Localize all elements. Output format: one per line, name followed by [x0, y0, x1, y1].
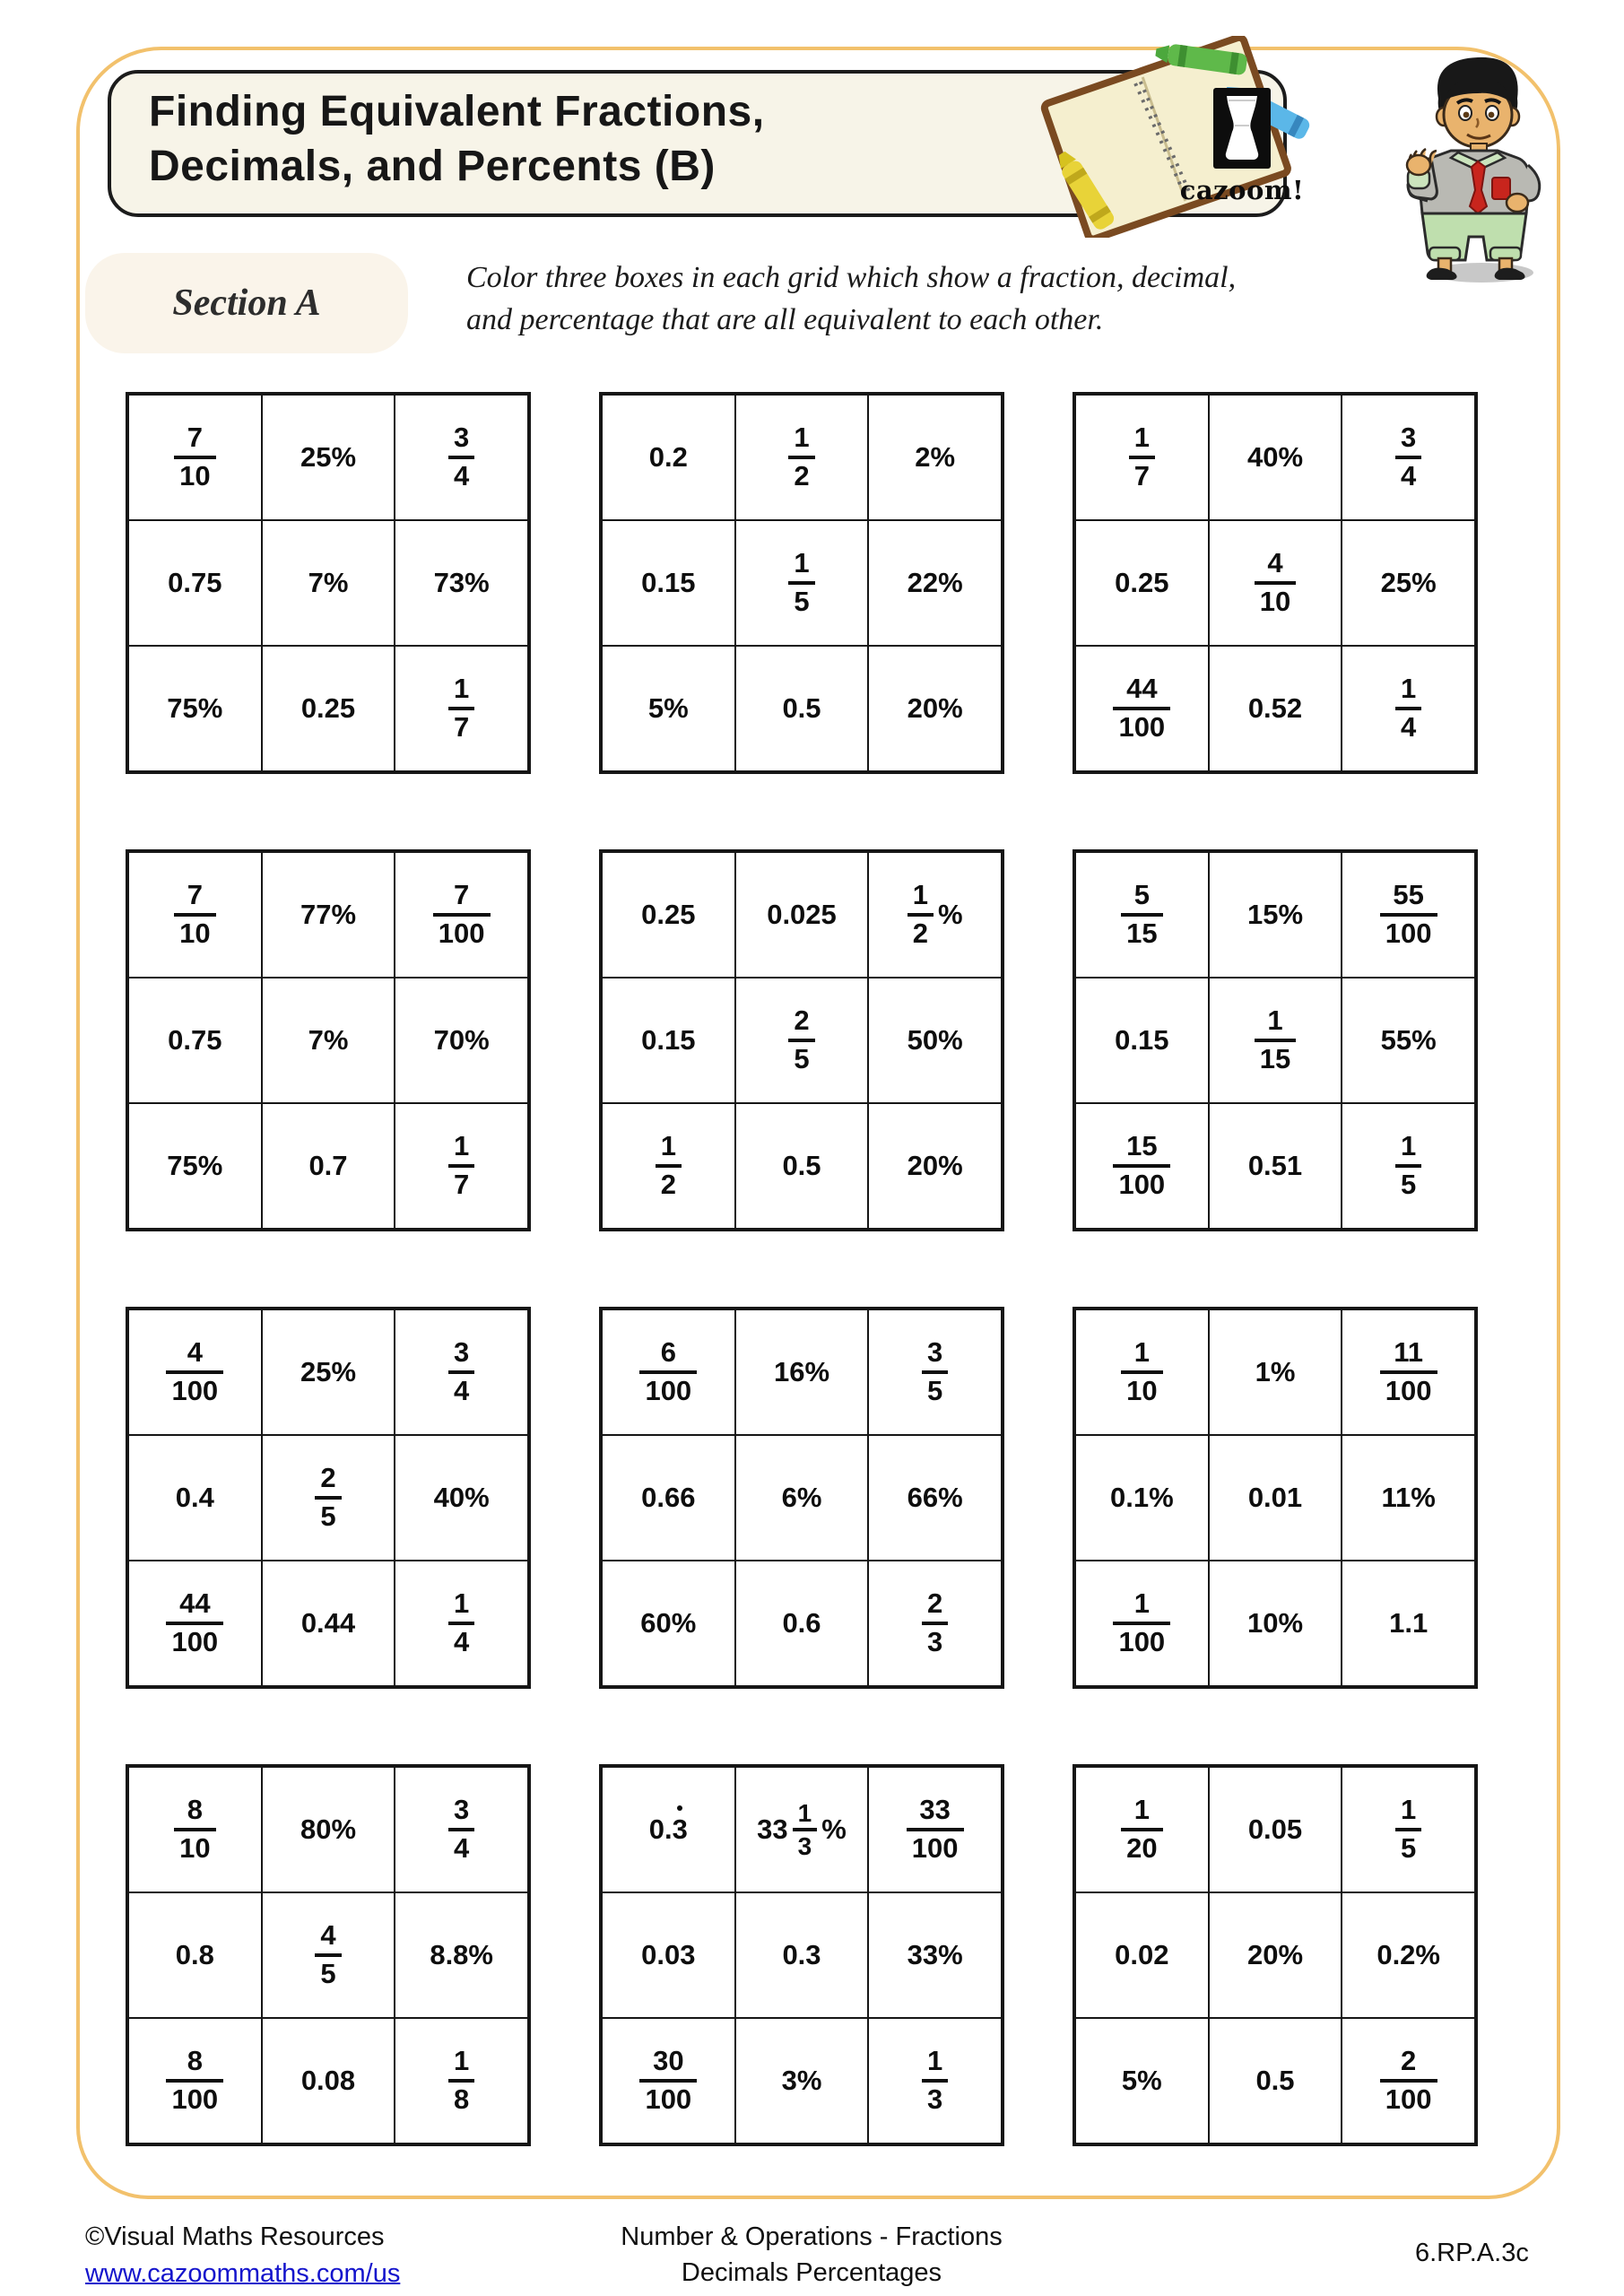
grid-cell[interactable]: 1.1	[1342, 1561, 1475, 1686]
grid-cell[interactable]: $\frac{2}{3}$	[868, 1561, 1002, 1686]
grid-cell[interactable]: 0.1%	[1075, 1435, 1209, 1561]
grid-cell[interactable]: 0.15	[602, 520, 735, 646]
grid-cell[interactable]: 25%	[1342, 520, 1475, 646]
grid-cell[interactable]: 5%	[602, 646, 735, 771]
grid-cell[interactable]: $\frac{7}{10}$	[128, 395, 262, 520]
grid-cell[interactable]: $\frac{1}{7}$	[395, 646, 528, 771]
grid-cell[interactable]: $\frac{44}{100}$	[128, 1561, 262, 1686]
equivalence-grid-10	[126, 1764, 531, 2146]
grid-cell[interactable]: 22%	[868, 520, 1002, 646]
page-title	[149, 84, 765, 194]
grid-cell[interactable]: $\frac{7}{100}$	[395, 852, 528, 978]
grid-cell[interactable]: $\frac{2}{5}$	[735, 978, 869, 1103]
grid-cell[interactable]: $\frac{1}{2}$ %	[868, 852, 1002, 978]
grid-cell[interactable]: 0.7	[262, 1103, 395, 1229]
grid-cell[interactable]: $\frac{1}{2}$	[602, 1103, 735, 1229]
grid-cell[interactable]: 0.25	[602, 852, 735, 978]
grid-cell[interactable]: 66%	[868, 1435, 1002, 1561]
grid-cell[interactable]: $\frac{1}{20}$	[1075, 1767, 1209, 1892]
grid-cell[interactable]: 0.2%	[1342, 1892, 1475, 2018]
grid-cell[interactable]: 0.025	[735, 852, 869, 978]
instructions-line2: and percentage that are all equivalent to each other.	[466, 303, 1104, 336]
footer-topic-line2: Decimals Percentages	[681, 2258, 942, 2287]
footer-topic-line1: Number & Operations - Fractions	[621, 2222, 1003, 2251]
grid-cell[interactable]: $\frac{1}{5}$	[1342, 1767, 1475, 1892]
grid-cell[interactable]: $\frac{3}{4}$	[1342, 395, 1475, 520]
grid-cell[interactable]: 0.4	[128, 1435, 262, 1561]
grid-cell[interactable]: $\frac{4}{5}$	[262, 1892, 395, 2018]
grid-cell[interactable]: 0.03	[602, 1892, 735, 2018]
grid-cell[interactable]: 0.08	[262, 2018, 395, 2144]
grid-cell[interactable]: 25%	[262, 1309, 395, 1435]
grid-cell[interactable]: $\frac{1}{7}$	[395, 1103, 528, 1229]
grid-cell[interactable]: 0.25	[1075, 520, 1209, 646]
copyright-text: ©Visual Maths Resources	[85, 2222, 385, 2251]
section-a-pill	[85, 253, 408, 353]
grid-cell[interactable]: 0.2	[602, 395, 735, 520]
grid-cell[interactable]: 7%	[262, 978, 395, 1103]
grid-cell[interactable]: 0.3	[735, 1892, 869, 2018]
grid-cell[interactable]: $\frac{2}{100}$	[1342, 2018, 1475, 2144]
grid-cell[interactable]: $\frac{44}{100}$	[1075, 646, 1209, 771]
equivalence-grid-9	[1073, 1307, 1478, 1689]
instructions-line1: Color three boxes in each grid which show a fraction, decimal,	[466, 261, 1237, 294]
grid-cell[interactable]: 0.01	[1209, 1435, 1342, 1561]
grid-cell[interactable]: 70%	[395, 978, 528, 1103]
grid-cell[interactable]: 6%	[735, 1435, 869, 1561]
djembe-icon	[1213, 88, 1271, 169]
grid-cell[interactable]: 0.66	[602, 1435, 735, 1561]
grid-cell[interactable]: $\frac{7}{10}$	[128, 852, 262, 978]
equivalence-grid-12	[1073, 1764, 1478, 2146]
grid-cell[interactable]: 16%	[735, 1309, 869, 1435]
grid-cell[interactable]: 0.15	[1075, 978, 1209, 1103]
grid-cell[interactable]: 2%	[868, 395, 1002, 520]
student-boy-illustration	[1392, 43, 1558, 290]
grid-cell[interactable]: $\frac{4}{10}$	[1209, 520, 1342, 646]
grid-cell[interactable]: $\frac{2}{5}$	[262, 1435, 395, 1561]
page-title-line1: Finding Equivalent Fractions,	[149, 88, 765, 135]
grid-cell[interactable]: $\frac{1}{7}$	[1075, 395, 1209, 520]
grid-cell[interactable]: 0.75	[128, 520, 262, 646]
grid-cell[interactable]: 11%	[1342, 1435, 1475, 1561]
footer-center	[587, 2219, 1036, 2291]
grid-cell[interactable]: 10%	[1209, 1561, 1342, 1686]
grid-cell[interactable]: 0.5	[1209, 2018, 1342, 2144]
equivalence-grid-2	[599, 392, 1004, 774]
grid-cell[interactable]: $\frac{8}{100}$	[128, 2018, 262, 2144]
answer-grids	[126, 392, 1478, 2146]
grid-cell[interactable]: 40%	[395, 1435, 528, 1561]
equivalence-grid-5	[599, 849, 1004, 1231]
grid-cell[interactable]: $\frac{15}{100}$	[1075, 1103, 1209, 1229]
grid-cell[interactable]: $\frac{3}{4}$	[395, 395, 528, 520]
grid-cell[interactable]: 0.05	[1209, 1767, 1342, 1892]
equivalence-grid-3	[1073, 392, 1478, 774]
equivalence-grid-4	[126, 849, 531, 1231]
grid-cell[interactable]: $\frac{1}{4}$	[395, 1561, 528, 1686]
equivalence-grid-7	[126, 1307, 531, 1689]
grid-cell[interactable]: 8.8%	[395, 1892, 528, 2018]
grid-cell[interactable]: 3%	[735, 2018, 869, 2144]
grid-cell[interactable]: $\frac{1}{2}$	[735, 395, 869, 520]
grid-cell[interactable]: $\frac{3}{4}$	[395, 1309, 528, 1435]
grid-cell[interactable]: $\frac{1}{8}$	[395, 2018, 528, 2144]
grid-cell[interactable]: 33 $\frac{1}{3}$ %	[735, 1767, 869, 1892]
equivalence-grid-11	[599, 1764, 1004, 2146]
equivalence-grid-1	[126, 392, 531, 774]
grid-cell[interactable]: $\frac{8}{10}$	[128, 1767, 262, 1892]
grid-cell[interactable]: 77%	[262, 852, 395, 978]
grid-cell[interactable]: 0.15	[602, 978, 735, 1103]
grid-cell[interactable]: $\frac{11}{100}$	[1342, 1309, 1475, 1435]
grid-cell[interactable]: 33%	[868, 1892, 1002, 2018]
grid-cell[interactable]: $\frac{1}{5}$	[735, 520, 869, 646]
grid-cell[interactable]: 20%	[868, 646, 1002, 771]
grid-cell[interactable]: 75%	[128, 646, 262, 771]
equivalence-grid-6	[1073, 849, 1478, 1231]
footer-left	[85, 2222, 400, 2289]
grid-cell[interactable]: 55%	[1342, 978, 1475, 1103]
grid-cell[interactable]: $\frac{1}{15}$	[1209, 978, 1342, 1103]
grid-cell[interactable]: 7%	[262, 520, 395, 646]
grid-cell[interactable]: 0.3	[602, 1767, 735, 1892]
section-a-instructions	[466, 257, 1236, 341]
page-title-line2: Decimals, and Percents (B)	[149, 143, 716, 190]
grid-cell[interactable]: $\frac{3}{5}$	[868, 1309, 1002, 1435]
grid-cell[interactable]: $\frac{55}{100}$	[1342, 852, 1475, 978]
cazoom-logo	[1170, 88, 1314, 205]
grid-cell[interactable]: 0.6	[735, 1561, 869, 1686]
cazoom-logo-text: cazoom!	[1179, 175, 1305, 205]
section-a-label: Section A	[172, 283, 321, 324]
grid-cell[interactable]: $\frac{1}{3}$	[868, 2018, 1002, 2144]
grid-cell[interactable]: 0.75	[128, 978, 262, 1103]
grid-cell[interactable]: $\frac{3}{4}$	[395, 1767, 528, 1892]
grid-cell[interactable]: $\frac{4}{100}$	[128, 1309, 262, 1435]
grid-cell[interactable]: 25%	[262, 395, 395, 520]
grid-cell[interactable]: $\frac{5}{15}$	[1075, 852, 1209, 978]
grid-cell[interactable]: $\frac{1}{100}$	[1075, 1561, 1209, 1686]
grid-cell[interactable]: $\frac{30}{100}$	[602, 2018, 735, 2144]
grid-cell[interactable]: 50%	[868, 978, 1002, 1103]
equivalence-grid-8	[599, 1307, 1004, 1689]
grid-cell[interactable]: 0.02	[1075, 1892, 1209, 2018]
grid-cell[interactable]: 0.52	[1209, 646, 1342, 771]
grid-cell[interactable]: $\frac{1}{4}$	[1342, 646, 1475, 771]
grid-cell[interactable]: 0.51	[1209, 1103, 1342, 1229]
grid-cell[interactable]: 0.8	[128, 1892, 262, 2018]
grid-cell[interactable]: 0.44	[262, 1561, 395, 1686]
grid-cell[interactable]: $\frac{1}{5}$	[1342, 1103, 1475, 1229]
grid-cell[interactable]: 20%	[868, 1103, 1002, 1229]
grid-cell[interactable]: $\frac{1}{10}$	[1075, 1309, 1209, 1435]
grid-cell[interactable]: 0.25	[262, 646, 395, 771]
grid-cell[interactable]: 0.5	[735, 1103, 869, 1229]
grid-cell[interactable]: 5%	[1075, 2018, 1209, 2144]
grid-cell[interactable]: 15%	[1209, 852, 1342, 978]
grid-cell[interactable]: 0.5	[735, 646, 869, 771]
grid-cell[interactable]: 1%	[1209, 1309, 1342, 1435]
grid-cell[interactable]: $\frac{33}{100}$	[868, 1767, 1002, 1892]
grid-cell[interactable]: $\frac{6}{100}$	[602, 1309, 735, 1435]
grid-cell[interactable]: 73%	[395, 520, 528, 646]
cazoom-link[interactable]: www.cazoommaths.com/us	[85, 2259, 401, 2288]
grid-cell[interactable]: 75%	[128, 1103, 262, 1229]
grid-cell[interactable]: 60%	[602, 1561, 735, 1686]
grid-cell[interactable]: 80%	[262, 1767, 395, 1892]
grid-cell[interactable]: 40%	[1209, 395, 1342, 520]
grid-cell[interactable]: 20%	[1209, 1892, 1342, 2018]
standard-code: 6.RP.A.3c	[1415, 2239, 1529, 2267]
